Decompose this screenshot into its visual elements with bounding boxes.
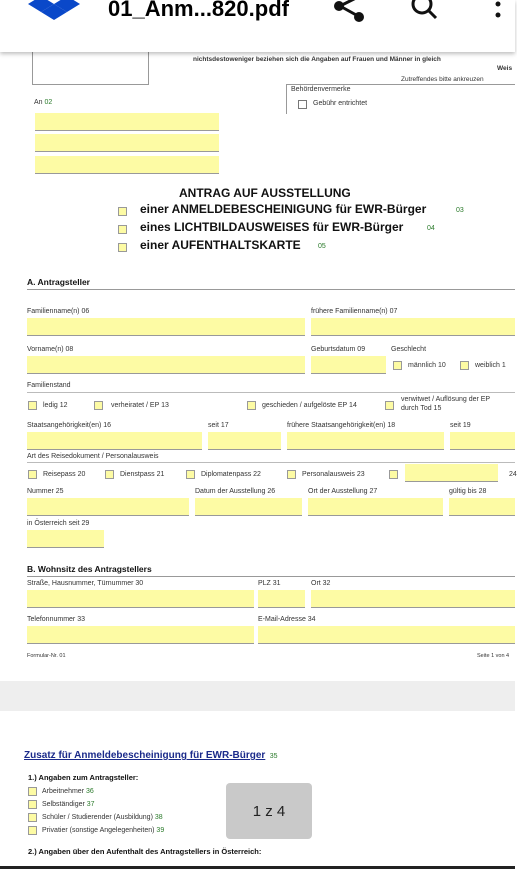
divider bbox=[27, 462, 515, 463]
item-label: Schüler / Studierender (Ausbildung) 38 bbox=[42, 814, 163, 821]
reisedokument-label: Art des Reisedokument / Personalausweis bbox=[27, 453, 159, 460]
antrag-title: ANTRAG AUF AUSSTELLUNG bbox=[179, 186, 351, 200]
staatsangehoerigkeit-label: Staatsangehörigkeit(en) 16 bbox=[27, 422, 112, 429]
fruehere-familienname-field[interactable] bbox=[311, 318, 515, 336]
pdf-page-1 bbox=[0, 52, 515, 681]
ort-field[interactable] bbox=[311, 590, 515, 608]
seit19-field[interactable] bbox=[450, 432, 515, 450]
search-icon[interactable] bbox=[410, 0, 440, 24]
top-notice: nichtsdestoweniger beziehen sich die Angaben auf Frauen und Männer in gleich bbox=[193, 56, 441, 63]
strasse-field[interactable] bbox=[27, 590, 254, 608]
telefon-field[interactable] bbox=[27, 626, 254, 644]
option-num: 04 bbox=[427, 225, 435, 232]
in-oesterreich-field[interactable] bbox=[27, 530, 104, 548]
more-vert-icon[interactable] bbox=[492, 0, 504, 24]
diplomatenpass-label: Diplomatenpass 22 bbox=[201, 471, 261, 478]
page-gap bbox=[0, 681, 515, 711]
strasse-label: Straße, Hausnummer, Türnummer 30 bbox=[27, 580, 144, 587]
verwitwet-checkbox[interactable] bbox=[385, 401, 394, 410]
familienname-field[interactable] bbox=[27, 318, 305, 336]
geschieden-checkbox[interactable] bbox=[247, 401, 256, 410]
page-number: Seite 1 von 4 bbox=[477, 653, 510, 659]
nummer-label: Nummer 25 bbox=[27, 488, 64, 495]
reisepass-checkbox[interactable] bbox=[28, 470, 37, 479]
divider bbox=[286, 84, 515, 85]
an-field-1[interactable] bbox=[35, 113, 219, 131]
geschlecht-label: Geschlecht bbox=[391, 346, 427, 353]
maennlich-checkbox[interactable] bbox=[393, 361, 402, 370]
vorname-label: Vorname(n) 08 bbox=[27, 346, 74, 353]
divider bbox=[286, 84, 287, 114]
item-label: Privatier (sonstige Angelegenheiten) 39 bbox=[42, 827, 165, 834]
ledig-checkbox[interactable] bbox=[28, 401, 37, 410]
stamp-box bbox=[32, 52, 149, 85]
item-checkbox[interactable] bbox=[28, 826, 37, 835]
in-oesterreich-label: in Österreich seit 29 bbox=[27, 520, 90, 527]
geschieden-label: geschieden / aufgelöste EP 14 bbox=[262, 402, 357, 409]
an-field-2[interactable] bbox=[35, 134, 219, 152]
geburtsdatum-field[interactable] bbox=[311, 356, 386, 374]
item-label: Selbständiger 37 bbox=[42, 801, 95, 808]
app-bar bbox=[0, 0, 515, 52]
num24-label: 24 bbox=[509, 471, 517, 478]
familienname-label: Familienname(n) 06 bbox=[27, 308, 90, 315]
item-checkbox[interactable] bbox=[28, 800, 37, 809]
section-a-heading: A. Antragsteller bbox=[27, 277, 90, 287]
seit17-label: seit 17 bbox=[208, 422, 229, 429]
option-num: 03 bbox=[456, 207, 464, 214]
geburtsdatum-label: Geburtsdatum 09 bbox=[311, 346, 366, 353]
personalausweis-checkbox[interactable] bbox=[287, 470, 296, 479]
fruehere-staats-label: frühere Staatsangehörigkeit(en) 18 bbox=[287, 422, 396, 429]
q2-heading: 2.) Angaben über den Aufenthalt des Antragstellers in Österreich: bbox=[28, 847, 262, 856]
ort-ausstellung-field[interactable] bbox=[308, 498, 443, 516]
dienstpass-label: Dienstpass 21 bbox=[120, 471, 165, 478]
behoerden-label: Behördenvermerke bbox=[291, 86, 351, 93]
plz-field[interactable] bbox=[258, 590, 305, 608]
zusatz-title: Zusatz für Anmeldebescheinigung für EWR-Bürger bbox=[24, 750, 266, 761]
email-field[interactable] bbox=[258, 626, 515, 644]
gueltig-field[interactable] bbox=[449, 498, 515, 516]
item-checkbox[interactable] bbox=[28, 813, 37, 822]
divider bbox=[27, 392, 515, 393]
gueltig-label: gültig bis 28 bbox=[449, 488, 487, 495]
option-checkbox[interactable] bbox=[118, 225, 127, 234]
q1-heading: 1.) Angaben zum Antragsteller: bbox=[28, 773, 139, 782]
verwitwet-label: verwitwet / Auflösung der EP bbox=[401, 396, 491, 403]
divider bbox=[27, 576, 515, 577]
datum-ausstellung-label: Datum der Ausstellung 26 bbox=[195, 488, 276, 495]
divider bbox=[27, 289, 515, 290]
document-title: 01_Anm...820.pdf bbox=[108, 0, 289, 21]
diplomatenpass-checkbox[interactable] bbox=[186, 470, 195, 479]
ort-label: Ort 32 bbox=[311, 580, 331, 587]
vorname-field[interactable] bbox=[27, 356, 305, 374]
zusatz-heading bbox=[24, 745, 278, 763]
verheiratet-label: verheiratet / EP 13 bbox=[111, 402, 169, 409]
option-label: eines LICHTBILDAUSWEISES für EWR-Bürger bbox=[140, 220, 404, 234]
option-label: einer ANMELDEBESCHEINIGUNG für EWR-Bürger bbox=[140, 202, 427, 216]
sonstiges-checkbox[interactable] bbox=[389, 470, 398, 479]
formular-nr: Formular-Nr. 01 bbox=[27, 653, 66, 659]
email-label: E-Mail-Adresse 34 bbox=[258, 616, 316, 623]
seit17-field[interactable] bbox=[208, 432, 281, 450]
seit19-label: seit 19 bbox=[450, 422, 471, 429]
datum-ausstellung-field[interactable] bbox=[195, 498, 302, 516]
maennlich-label: männlich 10 bbox=[408, 362, 446, 369]
nummer-field[interactable] bbox=[27, 498, 189, 516]
sonstiges-field[interactable] bbox=[405, 464, 498, 482]
familienstand-label: Familienstand bbox=[27, 382, 71, 389]
staatsangehoerigkeit-field[interactable] bbox=[27, 432, 202, 450]
ledig-label: ledig 12 bbox=[43, 402, 68, 409]
verwitwet-label-2: durch Tod 15 bbox=[401, 405, 442, 412]
plz-label: PLZ 31 bbox=[258, 580, 281, 587]
page-indicator: 1 z 4 bbox=[226, 783, 312, 839]
weiblich-label: weiblich 1 bbox=[475, 362, 506, 369]
top-notice-2: Weis bbox=[497, 65, 513, 72]
ort-ausstellung-label: Ort der Ausstellung 27 bbox=[308, 488, 378, 495]
fruehere-staats-field[interactable] bbox=[287, 432, 444, 450]
item-checkbox[interactable] bbox=[28, 787, 37, 796]
an-field-3[interactable] bbox=[35, 156, 219, 174]
section-b-heading: B. Wohnsitz des Antragstellers bbox=[27, 564, 152, 574]
option-checkbox[interactable] bbox=[118, 243, 127, 252]
zutreffendes-note: Zutreffendes bitte ankreuzen bbox=[401, 76, 484, 83]
dropbox-logo-icon[interactable] bbox=[28, 0, 80, 24]
gebuehr-checkbox[interactable] bbox=[298, 100, 307, 109]
telefon-label: Telefonnummer 33 bbox=[27, 616, 85, 623]
gebuehr-label: Gebühr entrichtet bbox=[313, 100, 368, 107]
zusatz-num: 35 bbox=[269, 753, 278, 760]
weiblich-checkbox[interactable] bbox=[460, 361, 469, 370]
fruehere-familienname-label: frühere Familienname(n) 07 bbox=[311, 308, 398, 315]
option-num: 05 bbox=[318, 243, 326, 250]
an-label: An 02 bbox=[34, 99, 53, 106]
option-checkbox[interactable] bbox=[118, 207, 127, 216]
reisepass-label: Reisepass 20 bbox=[43, 471, 86, 478]
verheiratet-checkbox[interactable] bbox=[94, 401, 103, 410]
item-label: Arbeitnehmer 36 bbox=[42, 788, 94, 795]
personalausweis-label: Personalausweis 23 bbox=[302, 471, 365, 478]
option-label: einer AUFENTHALTSKARTE bbox=[140, 238, 301, 252]
dienstpass-checkbox[interactable] bbox=[105, 470, 114, 479]
share-icon[interactable] bbox=[332, 0, 366, 24]
